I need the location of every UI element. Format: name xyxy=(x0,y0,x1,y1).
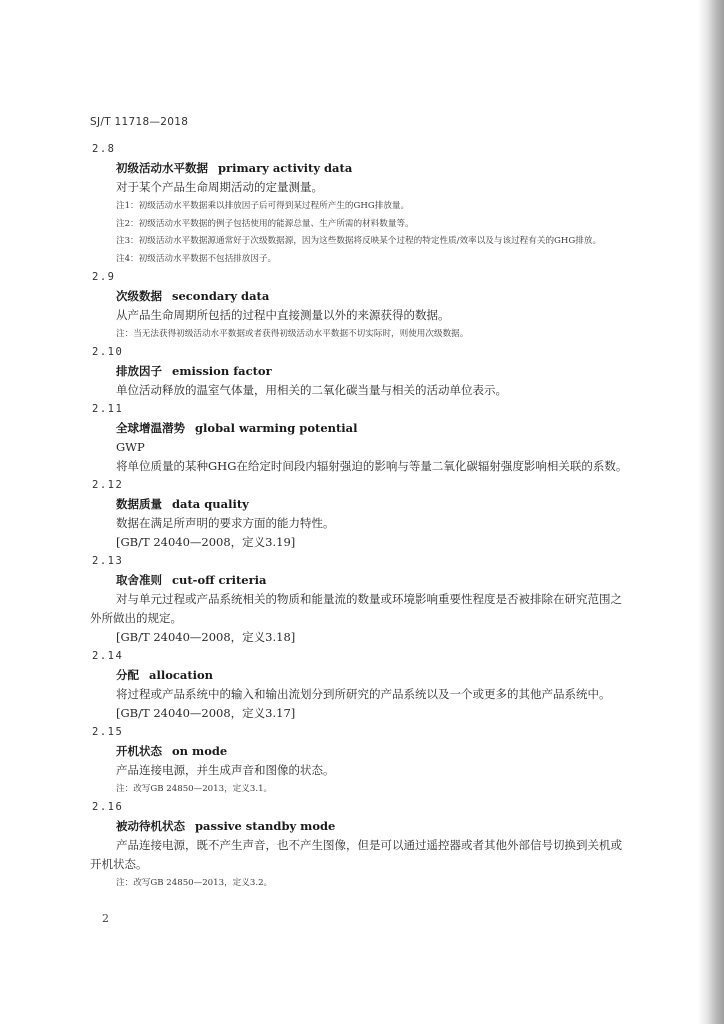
term-en: emission factor xyxy=(172,364,272,378)
term-entry-2-9 xyxy=(90,268,630,343)
term-zh: 初级活动水平数据 xyxy=(116,161,208,175)
definition: 产品连接电源，既不产生声音，也不产生图像，但是可以通过遥控器或者其他外部信号切换到关机或开机状态。 xyxy=(90,838,622,871)
term-heading xyxy=(116,418,630,438)
term-entry-2-13 xyxy=(90,552,630,647)
term-entry-2-10 xyxy=(90,343,630,400)
note: 注1：初级活动水平数据乘以排放因子后可得到某过程所产生的GHG排放量。 xyxy=(116,201,410,211)
term-zh: 次级数据 xyxy=(116,289,162,303)
term-heading xyxy=(116,494,630,514)
term-heading xyxy=(116,286,630,306)
clause-number: 2.10 xyxy=(92,346,124,358)
clause-number: 2.9 xyxy=(92,271,116,283)
page-edge-shadow xyxy=(698,0,724,1024)
definition: 数据在满足所声明的要求方面的能力特性。 xyxy=(116,516,335,530)
term-zh: 被动待机状态 xyxy=(116,819,185,833)
clause-number: 2.13 xyxy=(92,555,124,567)
note: 注：当无法获得初级活动水平数据或者获得初级活动水平数据不切实际时，则使用次级数据。 xyxy=(116,329,469,339)
term-en: on mode xyxy=(172,744,228,758)
term-entry-2-8 xyxy=(90,140,630,268)
term-heading xyxy=(116,665,630,685)
clause-number: 2.11 xyxy=(92,403,124,415)
clause-number: 2.16 xyxy=(92,801,124,813)
definition: 从产品生命周期所包括的过程中直接测量以外的来源获得的数据。 xyxy=(116,308,450,322)
clause-number: 2.15 xyxy=(92,726,124,738)
term-en: global warming potential xyxy=(195,421,358,435)
term-heading xyxy=(116,741,630,761)
term-entry-2-16 xyxy=(90,798,630,892)
note: 注：改写GB 24850—2013，定义3.1。 xyxy=(116,784,273,794)
term-zh: 数据质量 xyxy=(116,497,162,511)
note: 注2：初级活动水平数据的例子包括使用的能源总量、生产所需的材料数量等。 xyxy=(116,219,414,229)
note: 注3：初级活动水平数据源通常好于次级数据源，因为这些数据将反映某个过程的特定性质/效率以及与该过程有关的GHG排放。 xyxy=(116,236,602,246)
definition: 单位活动释放的温室气体量，用相关的二氧化碳当量与相关的活动单位表示。 xyxy=(116,383,507,397)
page-number: 2 xyxy=(102,912,109,925)
term-entry-2-12 xyxy=(90,476,630,552)
definition: 对于某个产品生命周期活动的定量测量。 xyxy=(116,180,323,194)
clause-number: 2.14 xyxy=(92,650,124,662)
definition: 对与单元过程或产品系统相关的物质和能量流的数量或环境影响重要性程度是否被排除在研究范围之外所做出的规定。 xyxy=(90,592,622,625)
term-heading xyxy=(116,570,630,590)
term-en: passive standby mode xyxy=(195,819,336,833)
clause-number: 2.12 xyxy=(92,479,124,491)
term-heading xyxy=(116,816,630,836)
source-reference: [GB/T 24040—2008，定义3.18] xyxy=(116,630,296,644)
term-en: cut-off criteria xyxy=(172,573,267,587)
definition: 将过程或产品系统中的输入和输出流划分到所研究的产品系统以及一个或更多的其他产品系统中。 xyxy=(116,687,611,701)
term-heading xyxy=(116,158,630,178)
term-zh: 开机状态 xyxy=(116,744,162,758)
term-entry-2-11 xyxy=(90,400,630,476)
term-en: primary activity data xyxy=(218,161,353,175)
term-en: data quality xyxy=(172,497,249,511)
definition: 将单位质量的某种GHG在给定时间段内辐射强迫的影响与等量二氧化碳辐射强度影响相关联的系数。 xyxy=(116,459,628,473)
term-entry-2-14 xyxy=(90,647,630,723)
abbreviation: GWP xyxy=(116,440,145,454)
source-reference: [GB/T 24040—2008，定义3.17] xyxy=(116,706,296,720)
term-zh: 排放因子 xyxy=(116,364,162,378)
term-en: allocation xyxy=(149,668,214,682)
term-heading xyxy=(116,361,630,381)
term-zh: 取舍准则 xyxy=(116,573,162,587)
note: 注：改写GB 24850—2013，定义3.2。 xyxy=(116,878,273,888)
terms-content xyxy=(90,140,630,892)
term-en: secondary data xyxy=(172,289,270,303)
term-zh: 全球增温潜势 xyxy=(116,421,185,435)
source-reference: [GB/T 24040—2008，定义3.19] xyxy=(116,535,296,549)
standard-code-header: SJ/T 11718—2018 xyxy=(90,116,189,128)
term-zh: 分配 xyxy=(116,668,139,682)
note: 注4：初级活动水平数据不包括排放因子。 xyxy=(116,254,277,264)
term-entry-2-15 xyxy=(90,723,630,798)
clause-number: 2.8 xyxy=(92,143,116,155)
definition: 产品连接电源，并生成声音和图像的状态。 xyxy=(116,763,335,777)
